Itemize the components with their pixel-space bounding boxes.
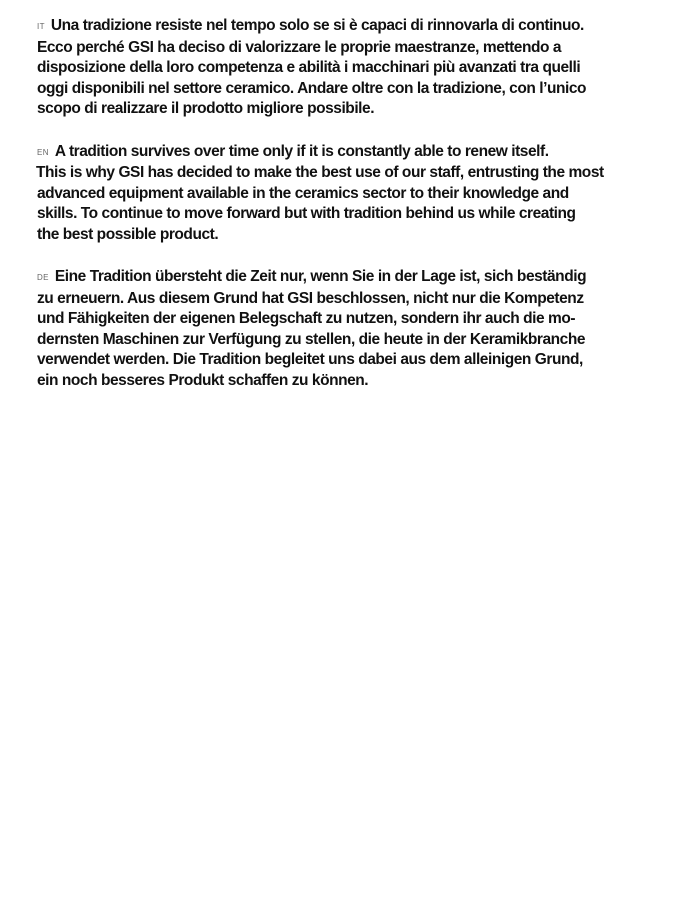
text-line: dernsten Maschinen zur Verfügung zu stellen, die heute in der Keramikbranche	[37, 330, 586, 348]
text-line	[37, 142, 637, 164]
text-line: the best possible product.	[37, 225, 219, 243]
text-line-content: Eine Tradition übersteht die Zeit nur, wenn Sie in der Lage ist, sich beständig	[54, 268, 587, 285]
text-line: Ecco perché GSI ha deciso di valorizzare le proprie maestranze, mettendo a	[37, 38, 562, 56]
text-line: advanced equipment available in the ceramics sector to their knowledge and	[37, 184, 569, 202]
paragraph-italian	[37, 16, 637, 120]
text-line: oggi disponibili nel settore ceramico. Andare oltre con la tradizione, con l’unico	[37, 79, 587, 97]
language-label-de: DE	[37, 273, 49, 282]
text-line: disposizione della loro competenza e abilità i macchinari più avanzati tra quelli	[37, 59, 581, 76]
document-body	[37, 16, 637, 413]
language-label-it: IT	[37, 22, 45, 31]
text-line: This is why GSI has decided to make the best use of our staff, entrusting the most	[36, 164, 604, 181]
text-line: ein noch besseres Produkt schaffen zu können.	[37, 371, 369, 389]
text-line: scopo di realizzare il prodotto migliore possibile.	[37, 100, 375, 117]
text-line: und Fähigkeiten der eigenen Belegschaft zu nutzen, sondern ihr auch die mo-	[37, 310, 576, 327]
text-line	[37, 16, 637, 38]
language-label-en: EN	[37, 147, 49, 157]
paragraph-english	[37, 142, 637, 246]
text-line: verwendet werden. Die Tradition begleitet uns dabei aus dem alleinigen Grund,	[37, 351, 583, 368]
text-line: skills. To continue to move forward but with tradition behind us while creating	[37, 205, 576, 222]
text-line	[37, 267, 637, 289]
paragraph-german	[37, 267, 637, 391]
text-line-content: A tradition survives over time only if it is constantly able to renew itself.	[54, 142, 549, 160]
text-line: zu erneuern. Aus diesem Grund hat GSI beschlossen, nicht nur die Kompetenz	[37, 289, 584, 307]
text-line-content: Una tradizione resiste nel tempo solo se si è capaci di rinnovarla di continuo.	[50, 17, 584, 34]
